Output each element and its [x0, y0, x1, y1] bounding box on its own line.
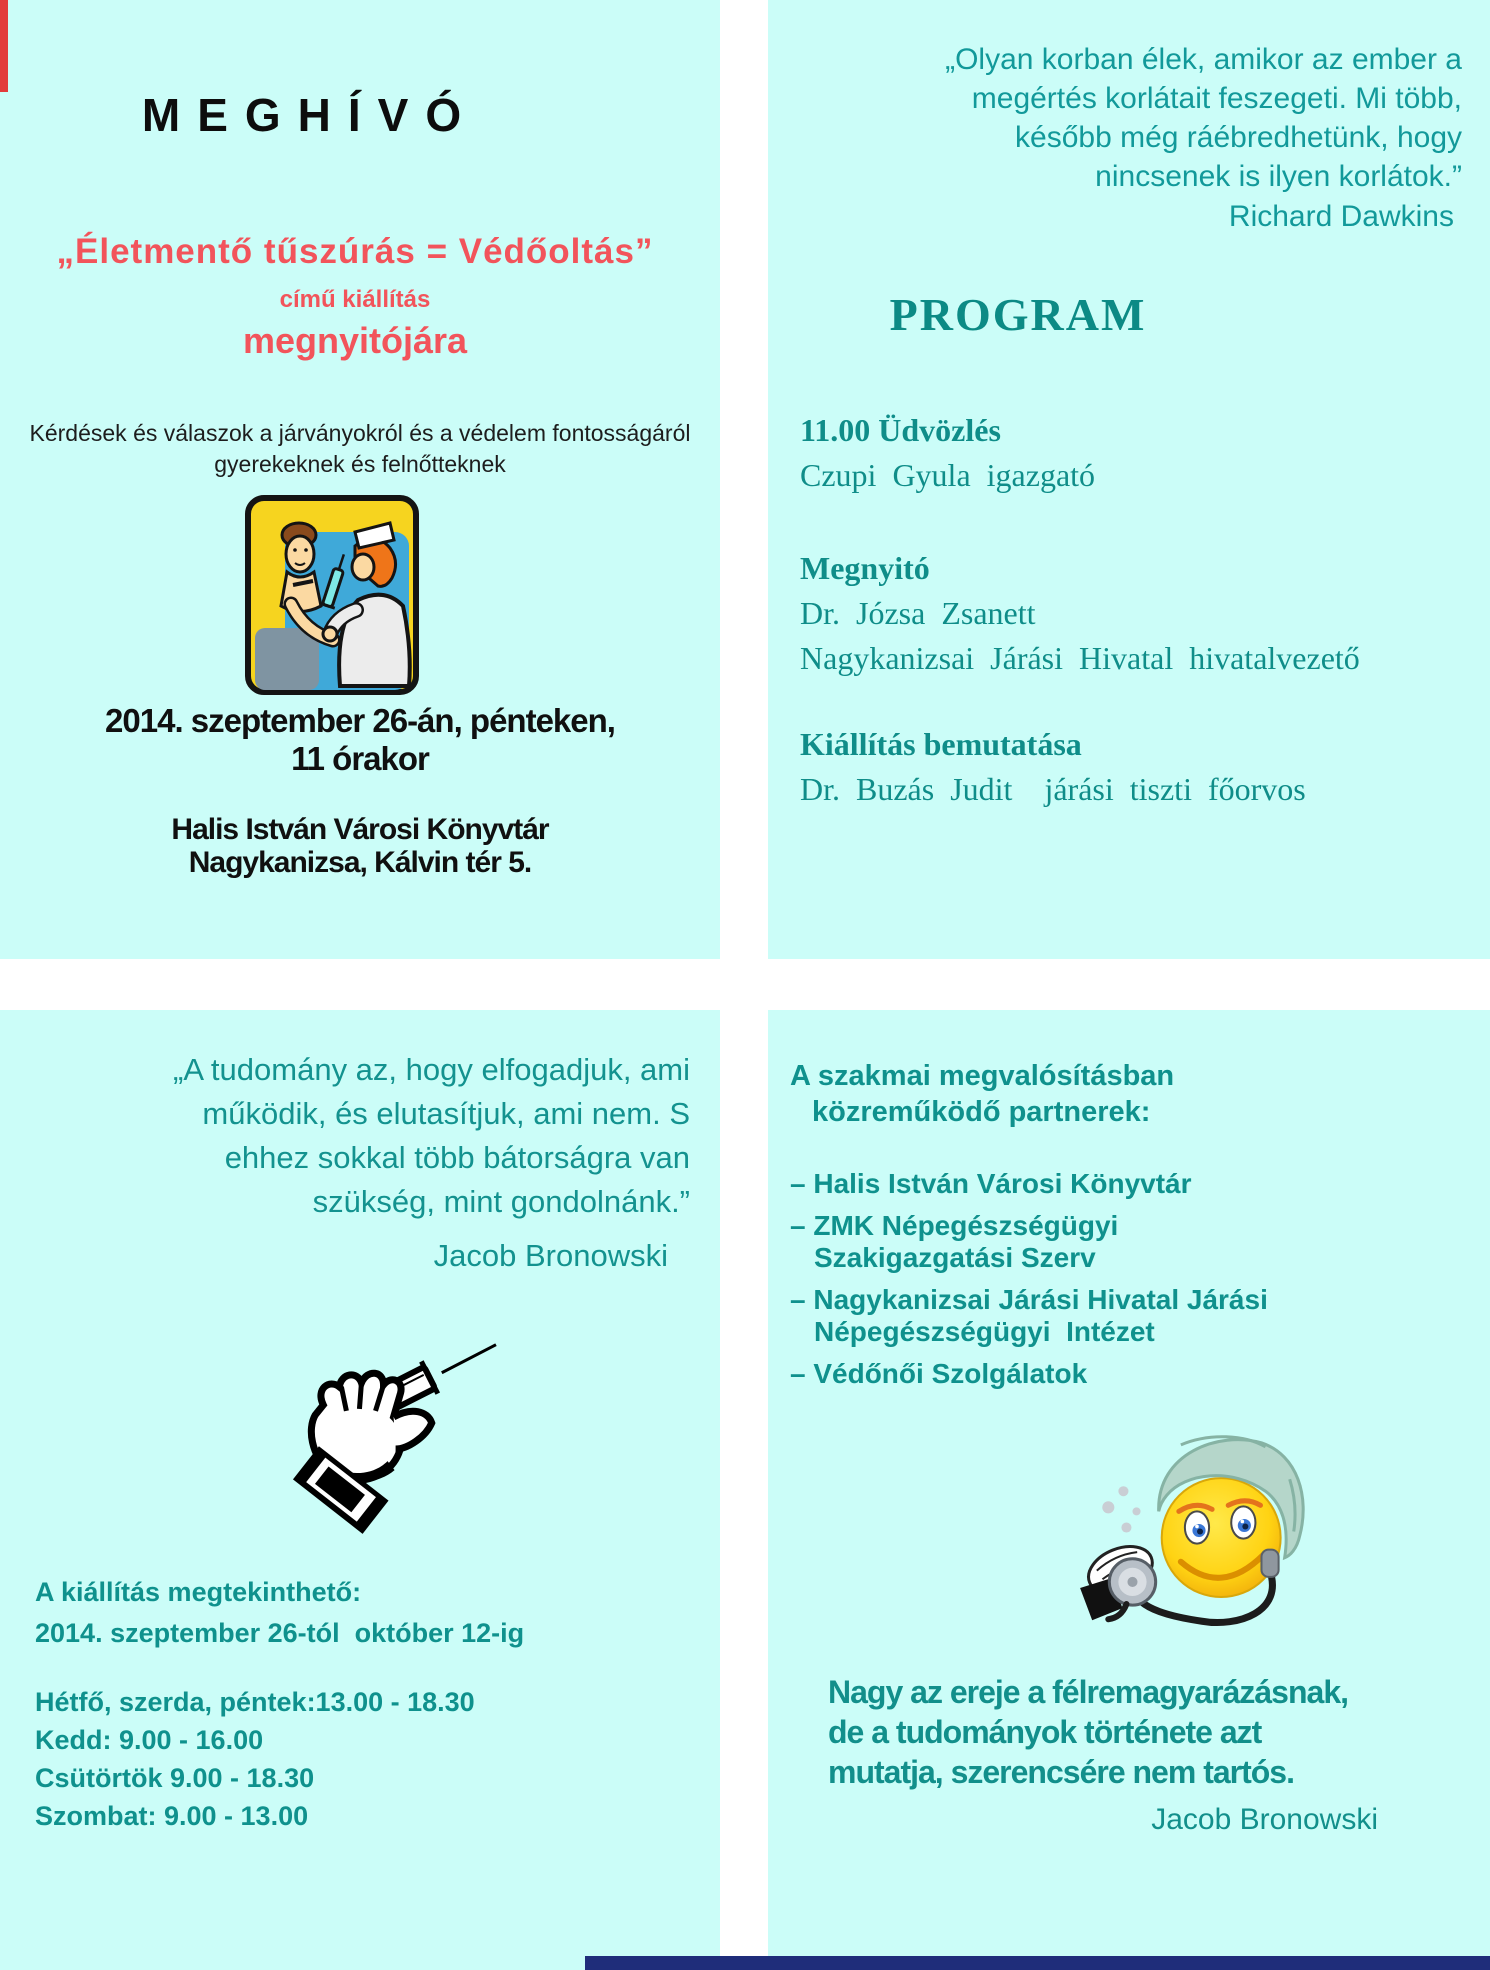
venue-address: Nagykanizsa, Kálvin tér 5. [188, 846, 532, 879]
quote-line: de a tudományok története azt [828, 1714, 1262, 1750]
partners-panel [768, 1010, 1490, 1970]
venue-name: Halis István Városi Könyvtár [171, 813, 549, 846]
program-item [800, 546, 1470, 681]
program-panel [768, 0, 1490, 959]
hours-line: Szombat: 9.00 - 13.00 [35, 1801, 309, 1831]
program-item-role: Nagykanizsai Járási Hivatal hivatalvezető [800, 640, 1360, 676]
partner-item [790, 1210, 1480, 1274]
program-item-title: Kiállítás bemutatása [800, 726, 1082, 762]
visiting-info-panel [0, 1010, 720, 1970]
invitation-title: MEGHÍVÓ [141, 89, 479, 141]
quote-line: ehhez sokkal több bátorságra van [224, 1140, 690, 1175]
quote-line: működik, és elutasítjuk, ami nem. S [202, 1096, 690, 1131]
quote-author: Jacob Bronowski [1151, 1803, 1378, 1836]
quote-author: Jacob Bronowski [433, 1238, 668, 1273]
exhibition-open-info [35, 1572, 695, 1654]
partner-item [790, 1168, 1480, 1200]
program-heading: PROGRAM [889, 289, 1147, 340]
opening-hours [35, 1683, 695, 1835]
partners-heading-line-1: A szakmai megvalósításban [790, 1060, 1175, 1092]
program-item [800, 722, 1470, 812]
event-venue [0, 813, 720, 879]
program-item-person: Dr. Józsa Zsanett [800, 595, 1036, 631]
quote-line: Nagy az ereje a félremagyarázásnak, [828, 1674, 1348, 1710]
quote-line: megértés korlátait feszegeti. Mi több, [971, 82, 1462, 115]
quote-line: szükség, mint gondolnánk.” [312, 1184, 690, 1219]
dawkins-quote [822, 40, 1462, 236]
exhibition-opening-label: megnyitójára [242, 320, 468, 361]
program-item [800, 408, 1470, 498]
partner-item [790, 1358, 1480, 1390]
program-item-title: 11.00 Üdvözlés [800, 412, 1001, 448]
event-datetime [0, 702, 720, 778]
description-line-1: Kérdések és válaszok a járványokról és a védelem fontosságáról [29, 420, 691, 446]
partner-name: – Védőnői Szolgálatok [790, 1358, 1088, 1389]
exhibition-description [0, 418, 720, 480]
bronowski-quote-1 [30, 1048, 690, 1278]
program-item-person: Dr. Buzás Judit járási tiszti főorvos [800, 771, 1306, 807]
partner-name: – ZMK Népegészségügyi [790, 1210, 1119, 1241]
description-line-2: gyerekeknek és felnőtteknek [214, 451, 506, 477]
partner-name-cont: Népegészségügyi Intézet [814, 1316, 1155, 1347]
event-time: 11 órakor [291, 740, 429, 777]
quote-line: mutatja, szerencsére nem tartós. [828, 1754, 1294, 1790]
scan-artifact-red-strip [0, 0, 8, 92]
quote-line: nincsenek is ilyen korlátok.” [1095, 160, 1462, 193]
exhibition-subtitle: című kiállítás [279, 286, 431, 313]
program-item-title: Megnyitó [800, 550, 930, 586]
vaccination-clipart-icon [243, 488, 421, 700]
partner-name: – Halis István Városi Könyvtár [790, 1168, 1192, 1199]
partners-list [790, 1168, 1480, 1400]
program-item-person: Czupi Gyula igazgató [800, 457, 1096, 493]
bronowski-quote-2 [828, 1672, 1408, 1840]
quote-line: „A tudomány az, hogy elfogadjuk, ami [173, 1052, 690, 1087]
partners-heading [790, 1058, 1470, 1130]
hours-line: Hétfő, szerda, péntek:13.00 - 18.30 [35, 1687, 475, 1717]
hours-line: Kedd: 9.00 - 16.00 [35, 1725, 264, 1755]
hours-line: Csütörtök 9.00 - 18.30 [35, 1763, 315, 1793]
open-title: A kiállítás megtekinthető: [35, 1577, 362, 1607]
event-date: 2014. szeptember 26-án, pénteken, [105, 702, 615, 739]
quote-author: Richard Dawkins [1228, 200, 1454, 233]
doctor-smiley-icon [1068, 1418, 1330, 1636]
open-dates: 2014. szeptember 26-tól október 12-ig [35, 1618, 525, 1648]
partner-item [790, 1284, 1480, 1348]
invitation-front-panel [0, 0, 720, 959]
exhibition-title-block [10, 232, 700, 362]
scan-artifact-navy-bar [585, 1956, 1490, 1970]
partner-name-cont: Szakigazgatási Szerv [814, 1242, 1096, 1273]
partner-name: – Nagykanizsai Járási Hivatal Járási [790, 1284, 1268, 1315]
quote-line: „Olyan korban élek, amikor az ember a [945, 43, 1462, 76]
exhibition-title: „Életmentő tűszúrás = Védőoltás” [56, 232, 654, 271]
partners-heading-line-2: közreműködő partnerek: [812, 1096, 1151, 1128]
quote-line: később még ráébredhetünk, hogy [1015, 121, 1462, 154]
hand-with-syringe-icon [245, 1332, 501, 1534]
